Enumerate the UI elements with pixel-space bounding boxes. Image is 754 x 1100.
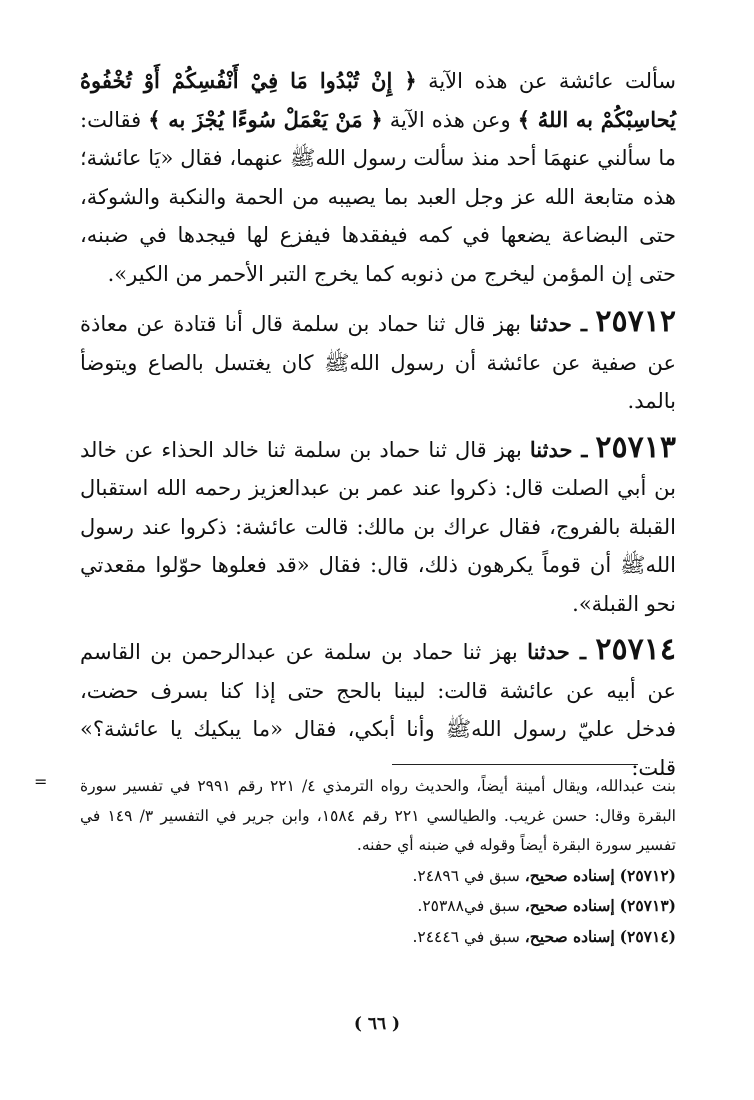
hadith-dash: ـ: [571, 311, 588, 336]
footnote-number: (٢٥٧١٢): [619, 865, 676, 885]
main-text: [80, 62, 676, 795]
hadith-text: بهز ثنا حماد بن سلمة عن عبدالرحمن بن القاسم عن أبيه عن عائشة قالت: لبينا بالحج حتى إذا كنا بسرف حضت، فدخل عليّ رسول اللهﷺ وأنا أبكي، فقال «ما يبكيك يا عائشة؟» قلت:: [80, 640, 676, 780]
quran-verse: ﴿ مَنْ يَعْمَلْ سُوءًا يُجْزَ به ﴾: [148, 106, 383, 132]
footnote-divider: [392, 764, 638, 765]
footnote-25713: [80, 891, 676, 922]
footnote-continued: بنت عبدالله، ويقال أمينة أيضاً، والحديث رواه الترمذي ٤/ ٢٢١ رقم ٢٩٩١ في تفسير سورة البقرة وقال: حسن غريب. والطيالسي ٢٢١ رقم ١٥٨٤، وابن جرير في التفسير ٣/ ١٤٩ في تفسير سورة البقرة أيضاً وقوله في ضبنه أي حفنه.: [80, 777, 676, 854]
hadith-number: ٢٥٧١٣: [595, 429, 676, 465]
hadith-lead-word: حدثنا: [529, 436, 573, 462]
hadith-text: بهز قال ثنا حماد بن سلمة قال أنا قتادة عن معاذة عن صفية عن عائشة أن رسول اللهﷺ كان يغتسل بالصاع ويتوضأ بالمد.: [80, 312, 676, 413]
footnote-25712: [80, 861, 676, 892]
hadith-text: بهز قال ثنا حماد بن سلمة ثنا خالد الحذاء عن خالد بن أبي الصلت قال: ذكروا عند عمر بن عبدالعزيز رحمه الله استقبال القبلة بالفروج، فقال عراك بن مالك: قالت عائشة: ذكروا عند رسول اللهﷺ أن قوماً يكرهون ذلك، قال: فقال «قد فعلوها حوّلوا مقعدتي نحو القبلة».: [80, 437, 676, 616]
hadith-lead-word: حدثنا: [529, 311, 572, 336]
footnote-text: سبق في ٢٤٨٩٦.: [412, 866, 520, 885]
footnote-grade: إسناده صحيح،: [524, 865, 615, 885]
footnote-grade: إسناده صحيح،: [524, 926, 615, 946]
footnote-number: (٢٥٧١٣): [619, 896, 676, 915]
hadith-text: وعن هذه الآية: [382, 107, 511, 132]
hadith-number: ٢٥٧١٢: [595, 304, 676, 339]
page-number: ( ٦٦ ): [353, 1014, 401, 1034]
footnote-grade: إسناده صحيح،: [524, 896, 615, 915]
hadith-lead-word: حدثنا: [527, 639, 570, 664]
footnote-text: سبق في٢٥٣٨٨.: [417, 897, 520, 915]
footnote-25714: [80, 922, 676, 953]
hadith-25713: [80, 429, 676, 624]
hadith-25712: [80, 303, 676, 421]
hadith-dash: ـ: [572, 436, 588, 462]
footnotes: [80, 772, 676, 952]
footnote-text: سبق في ٢٤٤٤٦.: [412, 927, 520, 946]
hadith-number: ٢٥٧١٤: [595, 632, 676, 667]
hadith-dash: ـ: [569, 639, 586, 664]
hadith-text: فقالت: ما سألني عنهمَا أحد منذ سألت رسول اللهﷺ عنهما، فقال «يَا عائشة؛ هذه متابعة الله عز وجل العبد بما يصيبه من الحمة والنكبة والشوكة، حتى البضاعة يضعها في كمه فيفقدها فيفزع لها فيجدها في ضبنه، حتى إن المؤمن ليخرج من ذنوبه كما يخرج التبر الأحمر من الكير».: [80, 107, 676, 286]
hadith-paragraph-continued: [80, 62, 676, 293]
footnote-number: (٢٥٧١٤): [619, 926, 676, 946]
footnote-continuation-mark: =: [34, 772, 48, 791]
quran-verse: ﴿ إِنْ تُبْدُوا مَا فِيْ أَنْفُسِكُمْ أَوْ تُخْفُوهُ يُحاسِبْكُمْ به اللهُ ﴾: [80, 68, 676, 132]
hadith-text: سألت عائشة عن هذه الآية: [416, 69, 676, 93]
